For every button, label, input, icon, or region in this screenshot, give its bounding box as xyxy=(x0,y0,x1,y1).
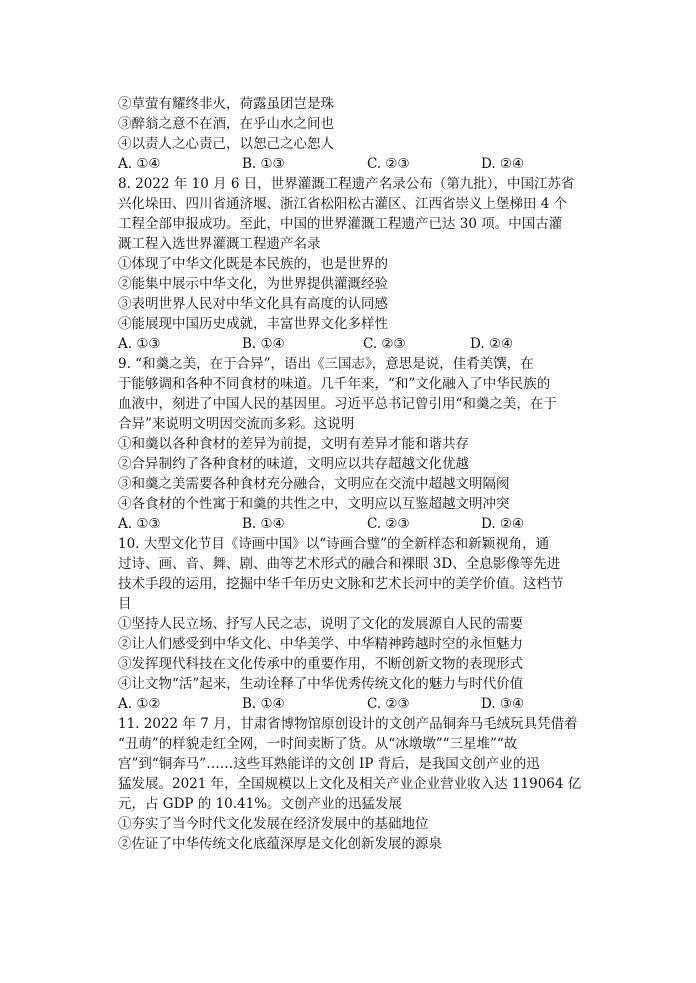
statement-2: ②让人们感受到中华文化、中华美学、中华精神跨越时空的永恒魅力 xyxy=(118,636,523,652)
option-c: C. ②③ xyxy=(367,156,410,172)
question-stem-line: 10. 大型文化节目《诗画中国》以“诗画合璧”的全新样态和新颖视角，通 xyxy=(118,536,550,552)
option-b: B. ①④ xyxy=(242,696,285,712)
statement-4: ④能展现中国历史成就，丰富世界文化多样性 xyxy=(118,316,388,332)
question-stem-line: 过诗、画、音、舞、剧、曲等艺术形式的融合和裸眼 3D、全息影像等先进 xyxy=(118,556,561,572)
statement-1: ①和羹以各种食材的差异为前提，文明有差异才能和谐共存 xyxy=(118,436,469,452)
question-stem-line: 元，占 GDP 的 10.41%。文创产业的迅猛发展 xyxy=(118,796,403,812)
option-d: D. ②④ xyxy=(481,516,525,532)
question-stem-line: 猛发展。2021 年，全国规模以上文化及相关产业企业营业收入达 119064 亿 xyxy=(118,776,582,792)
question-11 xyxy=(118,714,588,854)
statement-3: ③和羹之美需要各种食材充分融合，文明应在交流中超越文明隔阂 xyxy=(118,476,510,492)
option-b: B. ①④ xyxy=(242,336,285,352)
statement-4: ④各食材的个性寓于和羹的共性之中，文明应以互鉴超越文明冲突 xyxy=(118,496,510,512)
question-stem-line: 血液中，刻进了中国人民的基因里。习近平总书记曾引用“和羹之美，在于 xyxy=(118,396,557,412)
exam-page xyxy=(118,94,588,854)
option-d: D. ②④ xyxy=(470,336,514,352)
statement-3: ③表明世界人民对中华文化具有高度的认同感 xyxy=(118,296,388,312)
option-a: A. ①② xyxy=(118,696,161,712)
question-stem-line: 8. 2022 年 10 月 6 日，世界灌溉工程遗产名录公布（第九批），中国江苏省 xyxy=(118,176,575,192)
statement-4: ④让文物“活”起来，生动诠释了中华优秀传统文化的魅力与时代价值 xyxy=(118,676,524,692)
option-a: A. ①④ xyxy=(118,156,161,172)
question-stem-line: 兴化垛田、四川省通济堰、浙江省松阳松古灌区、江西省崇义上堡梯田 4 个 xyxy=(118,196,568,212)
question-10 xyxy=(118,534,588,714)
question-stem-line: 溉工程入选世界灌溉工程遗产名录 xyxy=(118,236,321,252)
question-7-tail xyxy=(118,94,588,174)
option-d: D. ③④ xyxy=(481,696,525,712)
option-c: C. ②③ xyxy=(363,336,406,352)
option-c: C. ②③ xyxy=(367,696,410,712)
statement-3: ③醉翁之意不在酒，在乎山水之间也 xyxy=(118,116,334,132)
option-a: A. ①③ xyxy=(118,336,161,352)
answer-options xyxy=(118,514,588,534)
question-stem-line: 宫”到“铜奔马”……这些耳熟能详的文创 IP 背后，是我国文创产业的迅 xyxy=(118,756,540,772)
statement-2: ②合异制约了各种食材的味道，文明应以共存超越文化优越 xyxy=(118,456,469,472)
statement-2: ②能集中展示中华文化，为世界提供灌溉经验 xyxy=(118,276,388,292)
question-stem-line: 技术手段的运用，挖掘中华千年历史文脉和艺术长河中的美学价值。这档节 xyxy=(118,576,564,592)
question-stem-line: 目 xyxy=(118,596,132,612)
option-b: B. ①③ xyxy=(242,156,285,172)
option-c: C. ②③ xyxy=(367,516,410,532)
question-stem-line: 11. 2022 年 7 月，甘肃省博物馆原创设计的文创产品铜奔马毛绒玩具凭借着 xyxy=(118,716,578,732)
option-a: A. ①③ xyxy=(118,516,161,532)
option-d: D. ②④ xyxy=(481,156,525,172)
statement-1: ①坚持人民立场、抒写人民之志，说明了文化的发展源自人民的需要 xyxy=(118,616,523,632)
statement-1: ①体现了中华文化既是本民族的，也是世界的 xyxy=(118,256,388,272)
question-stem-line: 合异”来说明文明因交流而多彩。这说明 xyxy=(118,416,355,432)
question-8 xyxy=(118,174,588,354)
option-b: B. ①④ xyxy=(242,516,285,532)
statement-4: ④以责人之心责己，以恕己之心恕人 xyxy=(118,136,334,152)
question-stem-line: 9. “和羹之美，在于合异”，语出《三国志》，意思是说，佳肴美馔，在 xyxy=(118,356,534,372)
statement-2: ②佐证了中华传统文化底蕴深厚是文化创新发展的源泉 xyxy=(118,836,442,852)
statement-1: ①夯实了当今时代文化发展在经济发展中的基础地位 xyxy=(118,816,429,832)
question-stem-line: 于能够调和各种不同食材的味道。几千年来，“和”文化融入了中华民族的 xyxy=(118,376,551,392)
statement-2: ②草萤有耀终非火，荷露虽团岂是珠 xyxy=(118,96,334,112)
question-stem-line: 工程全部申报成功。至此，中国的世界灌溉工程遗产已达 30 项。中国古灌 xyxy=(118,216,563,232)
statement-3: ③发挥现代科技在文化传承中的重要作用，不断创新文物的表现形式 xyxy=(118,656,523,672)
answer-options xyxy=(118,694,588,714)
question-stem-line: “丑萌”的样貌走红全网，一时间卖断了货。从“冰墩墩”“三星堆”“故 xyxy=(118,736,518,752)
question-9 xyxy=(118,354,588,534)
answer-options xyxy=(118,334,588,354)
answer-options xyxy=(118,154,588,174)
